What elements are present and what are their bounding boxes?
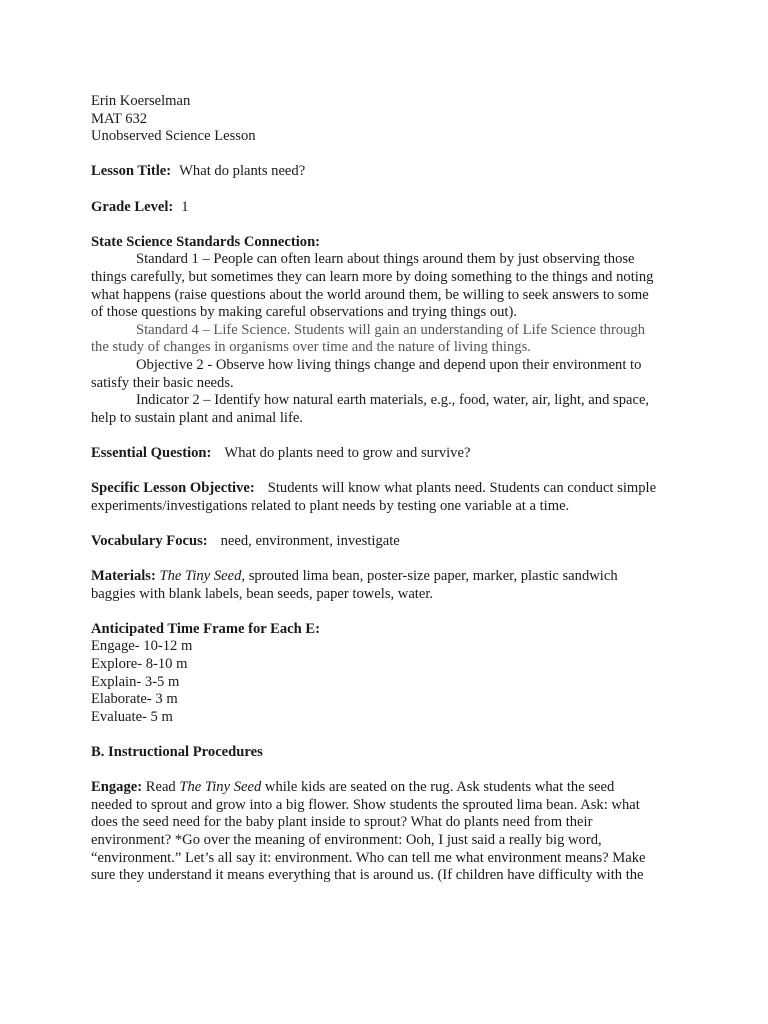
standards-heading: State Science Standards Connection: [91, 233, 321, 250]
objective-2-line: satisfy their basic needs. [91, 374, 234, 391]
standard-1-line: what happens (raise questions about the world around them, be willing to seek answers to some [91, 286, 649, 303]
lesson-title-label: Lesson Title: [91, 163, 172, 180]
standard-4-line: the study of changes in organisms over time and the nature of living things. [91, 339, 531, 356]
time-frame-item: Elaborate- 3 m [91, 691, 178, 708]
vocabulary-value: need, environment, investigate [220, 532, 400, 549]
specific-objective-line: experiments/investigations related to plant needs by testing one variable at a time. [91, 497, 570, 514]
standard-4-line: Standard 4 – Life Science. Students will gain an understanding of Life Science through [136, 321, 646, 338]
engage-paragraph: Engage: Read The Tiny Seed while kids are seated on the rug. Ask students what the seed [91, 779, 615, 796]
indicator-2-line: help to sustain plant and animal life. [91, 409, 303, 426]
engage-label: Engage: [91, 779, 143, 796]
standard-1-line: things carefully, but sometimes they can learn more by doing something to the things and noting [91, 268, 654, 285]
time-frame-item: Explore- 8-10 m [91, 656, 188, 672]
engage-book-title: The Tiny Seed [179, 779, 262, 796]
engage-line: environment? *Go over the meaning of environment: Ooh, I just said a really big word, [91, 831, 602, 848]
author-name: Erin Koerselman [91, 93, 191, 109]
grade-level-value: 1 [181, 198, 189, 215]
standard-1-line: Standard 1 – People can often learn about things around them by just observing those [136, 251, 635, 268]
materials-label: Materials: [91, 568, 156, 585]
time-frame-item: Engage- 10-12 m [91, 638, 193, 655]
materials-book-title: The Tiny Seed [159, 568, 242, 585]
specific-objective-label: Specific Lesson Objective: [91, 480, 255, 497]
indicator-2-line: Indicator 2 – Identify how natural earth materials, e.g., food, water, air, light, and space, [136, 392, 650, 409]
essential-question-value: What do plants need to grow and survive? [224, 444, 471, 461]
document-type: Unobserved Science Lesson [91, 128, 256, 145]
procedures-heading: B. Instructional Procedures [91, 743, 263, 760]
engage-line: needed to sprout and grow into a big flower. Show students the sprouted lima bean. Ask: what [91, 796, 640, 813]
grade-level [91, 199, 668, 217]
essential-question-label: Essential Question: [91, 444, 212, 461]
objective-2-line: Objective 2 - Observe how living things change and depend upon their environment to [136, 356, 642, 373]
engage-line: does the seed need for the baby plant inside to sprout? What do plants need from their [91, 814, 593, 831]
materials-line: baggies with blank labels, bean seeds, paper towels, water. [91, 585, 434, 602]
specific-objective: Specific Lesson Objective: Students will know what plants need. Students can conduct simple [91, 480, 657, 497]
lesson-title-value: What do plants need? [179, 163, 306, 180]
grade-level-label: Grade Level: [91, 198, 174, 215]
lesson-title [91, 163, 668, 181]
time-frame-item: Explain- 3-5 m [91, 673, 180, 690]
standard-1-line: of those questions by making careful observations and trying things out). [91, 304, 517, 321]
engage-line: “environment.” Let’s all say it: environment. Who can tell me what environment means? Make [91, 849, 646, 866]
time-frame-heading: Anticipated Time Frame for Each E: [91, 620, 321, 637]
vocabulary-focus [91, 533, 668, 551]
engage-line: sure they understand it means everything that is around us. (If children have difficulty with the [91, 867, 644, 884]
course-code: MAT 632 [91, 110, 148, 127]
vocabulary-label: Vocabulary Focus: [91, 532, 208, 549]
time-frame-item: Evaluate- 5 m [91, 708, 173, 725]
essential-question [91, 445, 668, 463]
materials: Materials: The Tiny Seed, sprouted lima bean, poster-size paper, marker, plastic sandwich [91, 568, 618, 585]
